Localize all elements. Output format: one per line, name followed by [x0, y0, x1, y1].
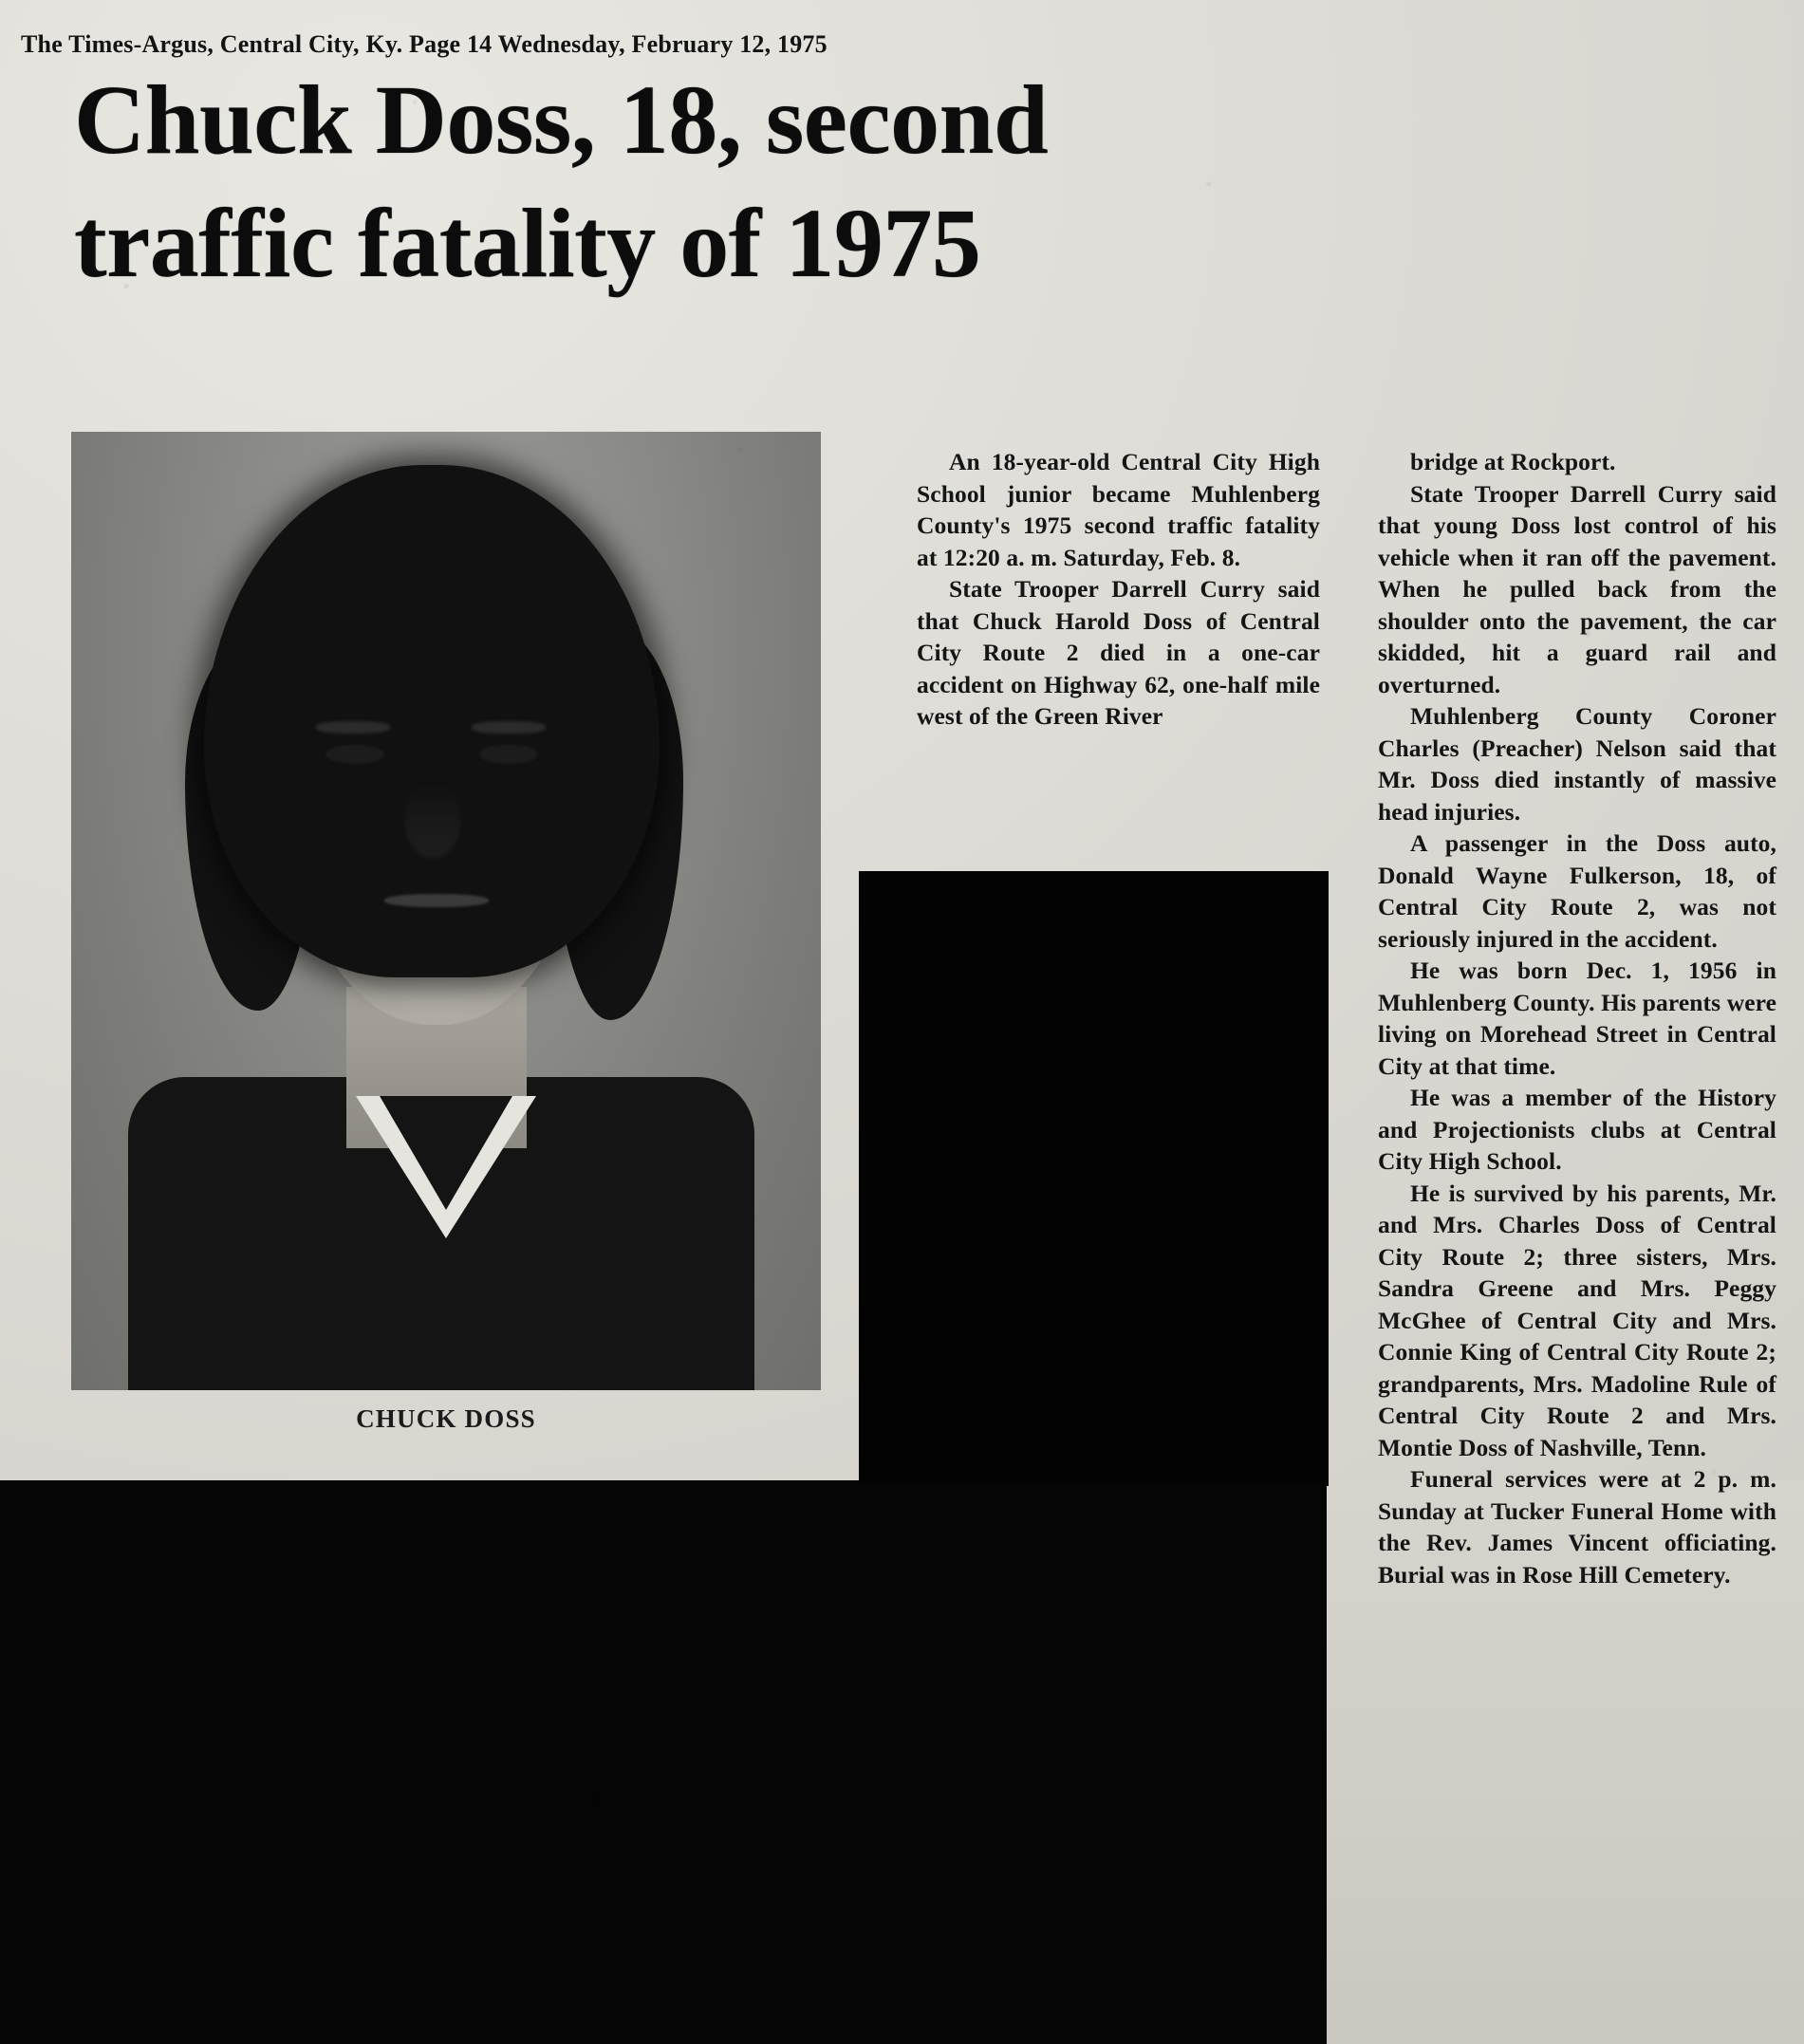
photo-eye-left — [325, 745, 384, 764]
article-column-2 — [1378, 446, 1776, 1590]
newspaper-masthead: The Times-Argus, Central City, Ky. Page 14 Wednesday, February 12, 1975 — [21, 30, 828, 58]
page-title — [74, 59, 1773, 306]
article-column-1 — [917, 446, 1320, 733]
photo-mouth — [384, 894, 489, 907]
paragraph: State Trooper Darrell Curry said that Chuck Harold Doss of Central City Route 2 died in a one-car accident on Highway 62, one-half mile west of the Green River — [917, 575, 1320, 730]
paragraph: State Trooper Darrell Curry said that young Doss lost control of his vehicle when it ran off the pavement. When he pulled back from the shoulder onto the pavement, the car skidded, hit a guard rail and overturned. — [1378, 479, 1776, 698]
photo-caption: CHUCK DOSS — [356, 1404, 536, 1433]
article-photo — [71, 432, 821, 1390]
paragraph: He is survived by his parents, Mr. and Mrs. Charles Doss of Central City Route 2; three sisters, Mrs. Sandra Greene and Mrs. Peggy McGhee of Central City and Mrs. Connie King of Central City Route 2; grandparents, Mrs. Madoline Rule of Central City Route 2 and Mrs. Montie Doss of Nashville, Tenn. — [1378, 1179, 1776, 1461]
scan-dark-region — [0, 1480, 1329, 2044]
photo-nose — [405, 783, 460, 859]
paragraph: He was born Dec. 1, 1956 in Muhlenberg County. His parents were living on Morehead Street in Central City at that time. — [1378, 957, 1776, 1080]
photo-jacket-v — [380, 1096, 512, 1210]
headline-line-2: traffic fatality of 1975 — [74, 189, 981, 298]
paragraph: Muhlenberg County Coroner Charles (Preacher) Nelson said that Mr. Doss died instantly of massive head injuries. — [1378, 702, 1776, 826]
paragraph: An 18-year-old Central City High School junior became Muhlenberg County's 1975 second traffic fatality at 12:20 a. m. Saturday, Feb. 8. — [917, 448, 1320, 571]
photo-eyebrow-right — [472, 721, 546, 734]
photo-eyebrow-left — [316, 721, 390, 734]
paragraph: bridge at Rockport. — [1410, 448, 1616, 475]
headline-line-1: Chuck Doss, 18, second — [74, 65, 1049, 175]
photo-eye-right — [479, 745, 538, 764]
paragraph: He was a member of the History and Projectionists clubs at Central City High School. — [1378, 1084, 1776, 1175]
paragraph: A passenger in the Doss auto, Donald Wayne Fulkerson, 18, of Central City Route 2, was not seriously injured in the accident. — [1378, 829, 1776, 953]
scan-occlusion-bar — [859, 871, 1329, 1486]
paragraph: Funeral services were at 2 p. m. Sunday at Tucker Funeral Home with the Rev. James Vincent officiating. Burial was in Rose Hill Cemetery. — [1378, 1465, 1776, 1589]
